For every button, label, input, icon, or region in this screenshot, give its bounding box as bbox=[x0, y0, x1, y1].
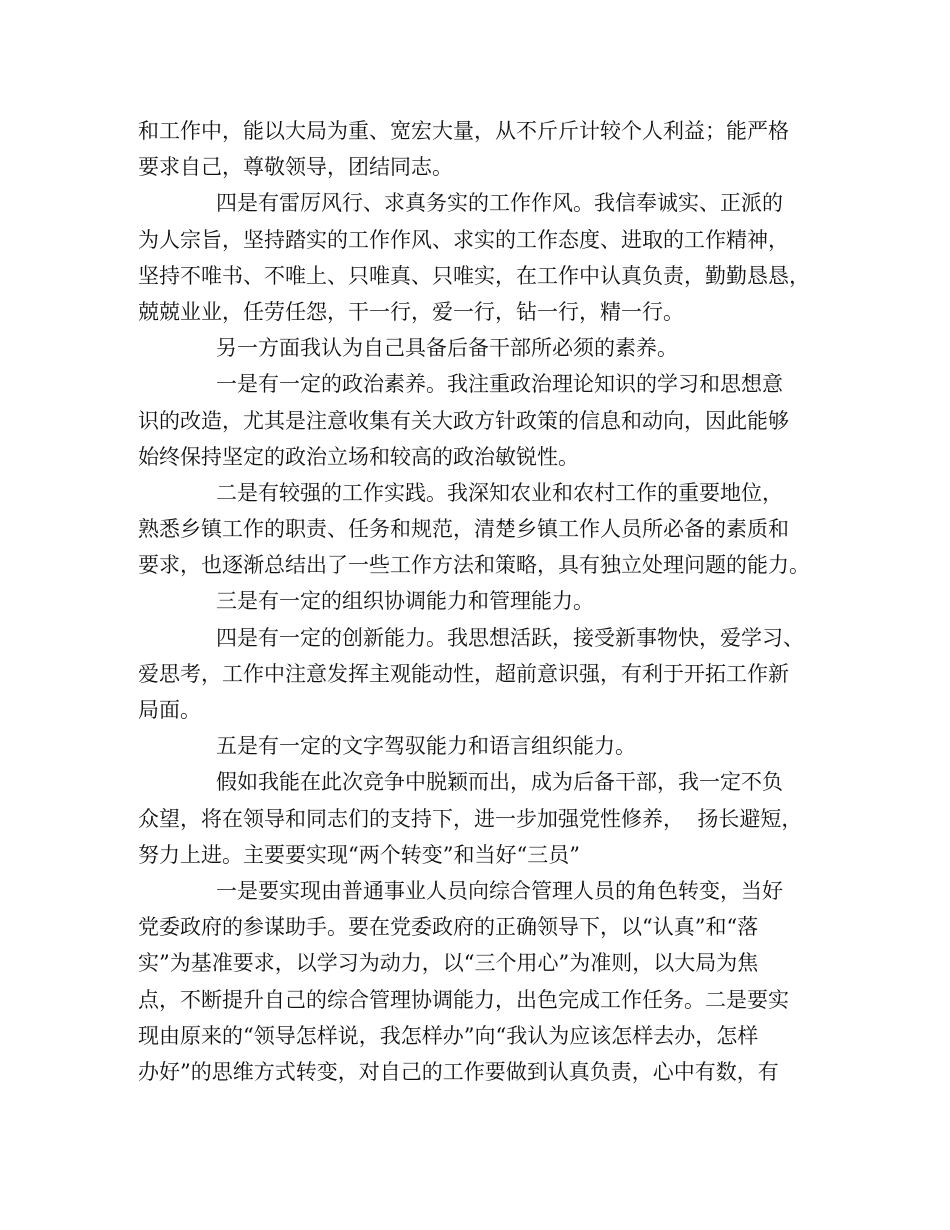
text-line: 爱思考，工作中注意发挥主观能动性，超前意识强，有利于开拓工作新 bbox=[138, 661, 789, 686]
text-line: 识的改造，尤其是注意收集有关大政方针政策的信息和动向，因此能够 bbox=[138, 408, 789, 433]
text-line: 一是有一定的政治素养。我注重政治理论知识的学习和思想意 bbox=[216, 372, 783, 397]
text-line: 始终保持坚定的政治立场和较高的政治敏锐性。 bbox=[138, 444, 579, 469]
text-line: 现由原来的“领导怎样说，我怎样办”向“我认为应该怎样去办，怎样 bbox=[138, 1023, 759, 1048]
document-body bbox=[138, 113, 818, 1090]
text-line: 兢兢业业，任劳任怨，干一行，爱一行，钻一行，精一行。 bbox=[138, 299, 684, 324]
text-line: 熟悉乡镇工作的职责、任务和规范，清楚乡镇工作人员所必备的素质和 bbox=[138, 517, 789, 542]
text-line: 四是有雷厉风行、求真务实的工作作风。我信奉诚实、正派的 bbox=[216, 191, 783, 216]
text-line: 办好”的思维方式转变，对自己的工作要做到认真负责，心中有数，有 bbox=[138, 1059, 779, 1084]
text-line: 众望，将在领导和同志们的支持下，进一步加强党性修养， 扬长避短， bbox=[138, 806, 803, 831]
text-line: 实”为基准要求，以学习为动力，以“三个用心”为准则，以大局为焦 bbox=[138, 951, 759, 976]
text-line: 党委政府的参谋助手。要在党委政府的正确领导下，以“认真”和“落 bbox=[138, 915, 759, 940]
text-line: 坚持不唯书、不唯上、只唯真、只唯实，在工作中认真负责，勤勤恳恳， bbox=[138, 263, 810, 288]
text-line: 努力上进。主要要实现“两个转变”和当好“三员” bbox=[138, 842, 580, 867]
text-line: 假如我能在此次竞争中脱颖而出，成为后备干部，我一定不负 bbox=[216, 770, 783, 795]
text-line: 五是有一定的文字驾驭能力和语言组织能力。 bbox=[216, 734, 636, 759]
text-line: 要求自己，尊敬领导，团结同志。 bbox=[138, 155, 453, 180]
text-line: 一是要实现由普通事业人员向综合管理人员的角色转变，当好 bbox=[216, 878, 783, 903]
text-line: 三是有一定的组织协调能力和管理能力。 bbox=[216, 589, 594, 614]
text-line: 和工作中，能以大局为重、宽宏大量，从不斤斤计较个人利益；能严格 bbox=[138, 119, 789, 143]
text-line: 点，不断提升自己的综合管理协调能力，出色完成工作任务。二是要实 bbox=[138, 987, 789, 1012]
text-line: 另一方面我认为自己具备后备干部所必须的素养。 bbox=[216, 336, 678, 361]
text-line: 四是有一定的创新能力。我思想活跃，接受新事物快，爱学习、 bbox=[216, 625, 804, 650]
text-line: 要求，也逐渐总结出了一些工作方法和策略，具有独立处理问题的能力。 bbox=[138, 553, 810, 578]
text-line: 为人宗旨，坚持踏实的工作作风、求实的工作态度、进取的工作精神， bbox=[138, 227, 789, 252]
text-line: 局面。 bbox=[138, 698, 201, 722]
text-line: 二是有较强的工作实践。我深知农业和农村工作的重要地位， bbox=[216, 480, 783, 505]
